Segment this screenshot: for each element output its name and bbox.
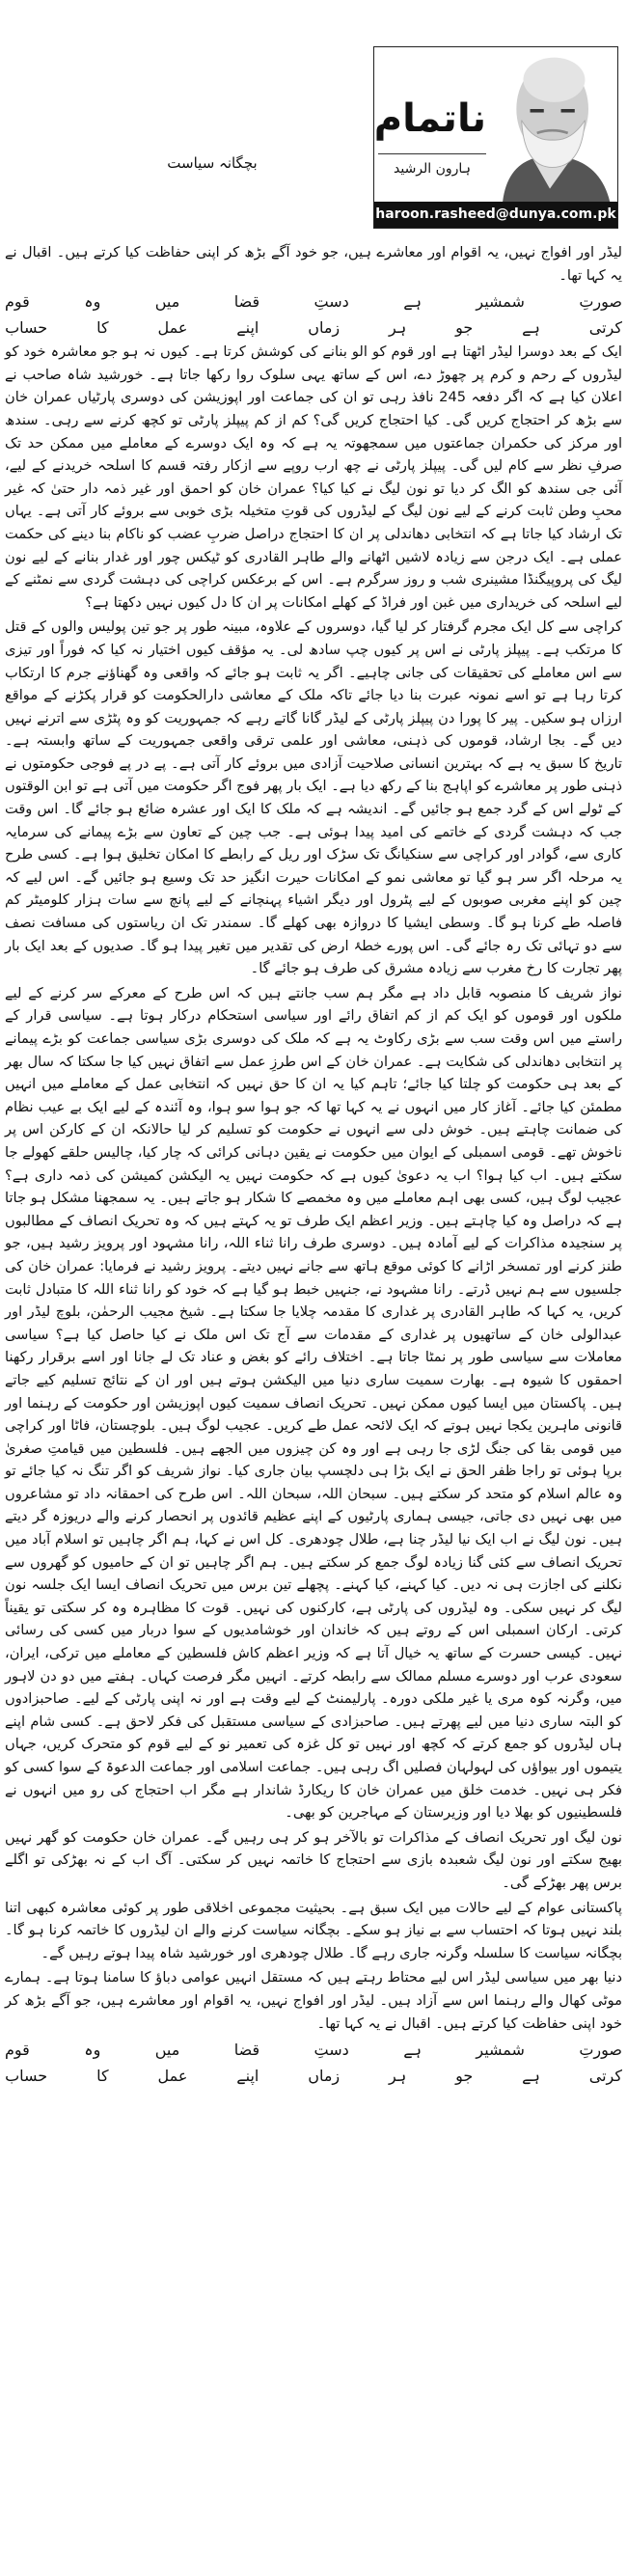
column-series-title: ناتمام [373, 96, 486, 141]
article-paragraph: نواز شریف کا منصوبہ قابل داد ہے مگر ہم سب جانتے ہیں کہ اس طرح کے معرکے سر کرنے کے لیے ملکوں اور قوموں کو ایک کم از کم اتفاق رائے اور سیاسی استحکام درکار ہوتا ہے۔ سیاسی قرار کے راستے میں اس وقت سب سے بڑی رکاوٹ یہ ہے کہ ملک کی دوسری بڑی سیاسی جماعت کو بڑے پیمانے پر انتخابی دھاندلی کی شکایت ہے۔ عمران خان کے اس طرزِ عمل سے اتفاق نہیں کیا جا سکتا کہ سال بھر کے بعد ہی حکومت کو چلتا کیا جائے؛ تاہم کیا یہ ان کا حق نہیں کہ انتخابی عمل کے معاملے میں انہیں مطمئن کیا جائے۔ آغاز کار میں انہوں نے یہ کہا تھا کہ جو ہوا سو ہوا، وہ آئندہ کے لیے ایک بے عیب نظام کی ضمانت چاہتے ہیں۔ خوش دلی سے انہوں نے حکومت کو تسلیم کر لیا حالانکہ ان کے کارکن اس پر ناخوش تھے۔ قومی اسمبلی کے ایوان میں حکومت نے یقین دہانی کرائی کہ چار کیا، چالیس حلقے کھولے جا سکتے ہیں۔ اب کیا ہوا؟ اب یہ دعویٰ کیوں ہے کہ حکومت نہیں یہ الیکشن کمیشن کی ذمہ داری ہے؟ عجیب لوگ ہیں، کسی بھی اہم معاملے میں وہ مخمصے کا شکار ہو جاتے ہیں۔ یہ سمجھنا مشکل ہو جاتا ہے کہ دراصل وہ کیا چاہتے ہیں۔ وزیر اعظم ایک طرف تو یہ کہتے ہیں کہ وہ تحریک انصاف کے مطالبوں پر سنجیدہ مذاکرات کے لیے آمادہ ہیں۔ دوسری طرف رانا ثناء اللہ، رانا مشہود اور پرویز رشید ہیں، جو طنز کرنے اور تمسخر اڑانے کا کوئی موقع ہاتھ سے جانے نہیں دیتے۔ پرویز رشید نے فرمایا: عمران خان کی جلسیوں سے ہم نہیں ڈرتے۔ رانا مشہود نے، جنہیں خبط ہو گیا ہے کہ خود کو رانا ثناء اللہ کا متبادل ثابت کریں، یہ کہا کہ طاہر القادری پر غداری کا مقدمہ چلایا جا سکتا ہے۔ شیخ مجیب الرحمٰن، بلوچ لیڈر اور عبدالولی خان کے ساتھیوں پر غداری کے مقدمات سے آج تک اس ملک نے کیا حاصل کیا ہے؟ سیاسی معاملات سے سیاسی طور پر نمٹا جاتا ہے۔ اختلاف رائے کو بغض و عناد تک لے جانا اور اسے برقرار رکھنا احمقوں کا شیوہ ہے۔ بھارت سمیت ساری دنیا میں الیکشن ہوتے ہیں اور ان کے نتائج تسلیم کیے جاتے ہیں۔ پاکستان میں ایسا کیوں ممکن نہیں۔ تحریک انصاف سمیت کیوں اپوزیشن اور حکومت کے رہنما اور قانونی ماہرین یکجا نہیں ہوتے کہ ایک لائحہ عمل طے کریں۔ عجیب لوگ ہیں۔ بلوچستان، فاٹا اور کراچی میں قومی بقا کی جنگ لڑی جا رہی ہے اور وہ کن چیزوں میں الجھے ہیں۔ فلسطین میں قیامتِ صغریٰ برپا ہوئی تو راجا ظفر الحق نے ایک بڑا ہی دلچسپ بیان جاری کیا۔ نواز شریف کو اگر تنگ نہ کیا جائے تو وہ عالم اسلام کو متحد کر سکتے ہیں۔ سبحان اللہ، سبحان اللہ۔ اس طرح کی احمقانہ داد تو مشاعروں میں بھی نہیں دی جاتی، جیسی ہماری پارٹیوں کے اپنے عظیم قائدوں پر انحصار کرنے والے دریوزہ گر دیتے ہیں۔ نون لیگ نے اب ایک نیا لیڈر چنا ہے، طلال چودھری۔ کل اس نے کہا، ہم اگر چاہیں تو اسلام آباد میں تحریک انصاف سے کئی گنا زیادہ لوگ جمع کر سکتے ہیں۔ ہم اگر چاہیں تو ان کے حامیوں کو گھروں سے نکلنے کی اجازت ہی نہ دیں۔ کیا کہنے، کیا کہنے۔ پچھلے تین برس میں تحریک انصاف ایسا ایک جلسہ نون لیگ کر نہیں سکی۔ وہ لیڈروں کی پارٹی ہے، کارکنوں کی نہیں۔ قوت کا مظاہرہ وہ کر سکتی تو یقیناً کرتی۔ ارکان اسمبلی اس کے روتے ہیں کہ خاندان اور خوشامدیوں کے سوا دربار میں کسی کی رسائی نہیں۔ کیسی حسرت کے ساتھ یہ خیال آتا ہے کہ وزیر اعظم کاش فلسطین کے معاملے میں ترکی، ایران، سعودی عرب اور دوسرے مسلم ممالک سے رابطہ کرتے۔ انہیں مگر فرصت کہاں۔ ہفتے میں دو دن لاہور میں، وگرنہ کوہ مری یا غیر ملکی دورہ۔ پارلیمنٹ کے لیے وقت ہے اور نہ اپنی پارٹی کے لیے۔ صاحبزادوں کو البتہ ساری دنیا میں لیے پھرتے ہیں۔ صاحبزادی کے سیاسی مستقبل کی فکر لاحق ہے۔ کسی شام اپنے ہاں لیڈروں کو جمع کرتے کہ کچھ اور نہیں تو کل غزہ کی تعمیر نو کے لیے قوم کو متحرک کریں، جہاں یتیموں اور بیواؤں کی لہولہان فصلیں اگ رہی ہیں۔ جماعت اسلامی اور جماعت الدعوۃ کے سوا کسی کو فکر ہی نہیں۔ خدمت خلق میں عمران خان کا ریکارڈ شاندار ہے مگر اب احتجاج کی رو میں انہوں نے فلسطینیوں کو بھلا دیا اور وزیرستان کے مہاجرین کو بھی۔ [5, 984, 622, 1822]
verse-word: جو [455, 2067, 474, 2086]
verse-word: وہ [84, 292, 101, 312]
verse-word: دستِ [314, 292, 349, 312]
verse-word: حساب [5, 318, 48, 338]
article-intro: لیڈر اور افواج نہیں، یہ اقوام اور معاشرے ہیں، جو خود آگے بڑھ کر اپنی حفاظت کیا کرتے ہیں۔ اقبال نے یہ کہا تھا۔ [5, 244, 622, 284]
masthead-divider [378, 153, 486, 154]
author-email[interactable]: haroon.rasheed@dunya.com.pk [374, 202, 617, 228]
article-paragraph: پاکستانی عوام کے لیے حالات میں ایک سبق ہے۔ بحیثیت مجموعی اخلاقی طور پر کوئی معاشرہ کبھی اتنا بلند نہیں ہوتا کہ احتساب سے بے نیاز ہو سکے۔ بچگانہ سیاست کرنے والے ان لیڈروں کا خاتمہ کرنا ہو گا۔ بچگانہ سیاست کا سلسلہ وگرنہ جاری رہے گا۔ طلال چودھری اور خورشید شاہ پیدا ہوتے رہیں گے۔ [5, 1899, 622, 1961]
verse-word: قوم [5, 2041, 30, 2060]
verse-word: کا [96, 2067, 109, 2086]
author-portrait [482, 47, 617, 202]
verse-word: وہ [84, 2041, 101, 2060]
article-paragraph: کراچی سے کل ایک مجرم گرفتار کر لیا گیا، دوسروں کے علاوہ، مبینہ طور پر جو تین پولیس والوں کے قتل کا مرتکب ہے۔ پیپلز پارٹی نے اس پر کیوں چپ سادھ لی۔ یہ مؤقف کیوں اختیار نہ کیا کہ فوراً اور تیزی سے اس معاملے کی تحقیقات کی جانی چاہیے۔ اگر یہ ثابت ہو جائے کہ واقعی وہ گھناؤنے جرم کا ارتکاب کرتا رہا ہے تو اسے نمونہ عبرت بنا دیا جائے تاکہ ملک کے معاشی دارالحکومت کو قرار پکڑنے کے مواقع ارزاں ہو سکیں۔ پیر کا پورا دن پیپلز پارٹی کے لیڈر گانا گاتے رہے کہ جمہوریت کو وہ پٹڑی سے اترنے نہیں دیں گے۔ بجا ارشاد، قوموں کی ذہنی، معاشی اور علمی ترقی واقعی جمہوریت کے ساتھ وابستہ ہے۔ تاریخ کا سبق یہ ہے کہ بہترین انسانی صلاحیت آزادی میں بروئے کار آتی ہے۔ پے در پے فوجی حکومتوں نے ذہنی طور پر معاشرے کو اپاہج بنا کے رکھ دیا ہے۔ ایک بار پھر فوج اگر حکومت میں آتی ہے تو ابن الوقتوں کے ٹولے اس کے گرد جمع ہو جائیں گے۔ اندیشہ ہے کہ ملک کا ایک اور عشرہ ضائع ہو جائے گا۔ اس وقت جب کہ دہشت گردی کے خاتمے کی امید پیدا ہوئی ہے۔ جب چین کے تعاون سے بڑے پیمانے کی سرمایہ کاری سے، گوادر اور کراچی سے سنکیانگ تک سڑک اور ریل کے رابطے کا امکان تخلیق ہوا ہے۔ کسی طرح یہ مرحلہ اگر سر ہو گیا تو معاشی نمو کے امکانات حیرت انگیز حد تک وسیع ہو جائیں گے۔ اس لیے کہ چین کو اپنے مغربی صوبوں کے لیے پٹرول اور دیگر اشیاء پہنچانے کے لیے پانچ سے سات ہزار کلومیٹر کم فاصلہ طے کرنا ہو گا۔ وسطی ایشیا کا دروازہ بھی کھلے گا۔ سمندر تک ان ریاستوں کی مسافت نصف سے دو تہائی تک رہ جائے گی۔ اس پورے خطۂ ارض کی تقدیر میں تغیر پیدا ہو گا۔ صدیوں کے بعد ایک بار پھر تجارت کا رخ مغرب سے زیادہ مشرق کی طرف ہو جائے گا۔ [5, 618, 622, 977]
verse-word: صورتِ [579, 2041, 622, 2060]
verse-word: قضا [233, 2041, 260, 2060]
verse-word: زماں [308, 2067, 341, 2086]
article-paragraph: دنیا بھر میں سیاسی لیڈر اس لیے محتاط رہتے ہیں کہ مستقل انہیں عوامی دباؤ کا سامنا ہوتا ہے۔ ہمارے موٹی کھال والے رہنما اس سے آزاد ہیں۔ لیڈر اور افواج نہیں، یہ اقوام اور معاشرے ہیں، جو آگے بڑھ کر خود اپنی حفاظت کیا کرتے ہیں۔ اقبال نے یہ کہا تھا۔ [5, 1969, 622, 2032]
verse-line-2 [5, 315, 622, 341]
verse-line-2 [5, 2063, 622, 2089]
verse-word: عمل [157, 2067, 188, 2086]
verse-word: ہر [389, 2067, 407, 2086]
author-name: ہارون الرشید [394, 161, 471, 177]
article-body [5, 241, 622, 2089]
verse-word: ہے [522, 2067, 540, 2086]
verse-word: زماں [308, 318, 341, 338]
article-paragraph: ایک کے بعد دوسرا لیڈر اٹھتا ہے اور قوم کو الو بنانے کی کوشش کرتا ہے۔ کیوں نہ ہو جو معاشرہ خود کو لیڈروں کے رحم و کرم پر چھوڑ دے، اس کے ساتھ یہی سلوک روا رکھا جاتا ہے۔ خورشید شاہ صاحب نے اعلان کیا ہے کہ اگر دفعہ 245 نافذ رہی تو ان کی جماعت اور اپوزیشن کی دوسری پارٹیاں عمران خان سے بڑھ کر احتجاج کریں گی۔ کیا احتجاج کریں گی؟ کم از کم پیپلز پارٹی تو کچھ کرنے سے رہی۔ سندھ اور مرکز کی حکمران جماعتوں میں سمجھوتہ یہ ہے کہ وہ ایک دوسرے کے معاملے میں ممکن حد تک صرفِ نظر سے کام لیں گی۔ پیپلز پارٹی نے چھ ارب روپے سے ازکار رفتہ قسم کا اسلحہ خریدنے کے لیے، آئی جی سندھ کو الگ کر دیا تو نون لیگ نے کیا کیا؟ عمران خان کو احمق اور غیر ذمہ دار حتیٰ کہ غیر محبِ وطن ثابت کرنے کے لیے نون لیگ کے لیڈروں کی قوتِ متخیلہ بڑی خوبی سے بروئے کار آتی ہے۔ یہاں تک ارشاد کیا جاتا ہے کہ انتخابی دھاندلی پر ان کا احتجاج دراصل ضربِ عضب کو ناکام بنا دینے کی حکمت عملی ہے۔ ایک درجن سے زیادہ لاشیں اٹھانے والے طاہر القادری کو ٹیکس چور اور غدار بنانے کے لیے نون لیگ کی پروپیگنڈا مشینری شب و روز سرگرم ہے۔ اس کے برعکس کراچی کی دہشت گردی سے نمٹنے کے لیے اسلحہ کی خریداری میں غبن اور فراڈ کے کھلے امکانات پر ان کا دل کیوں نہیں دکھتا ہے؟ [5, 343, 622, 611]
article-headline: بچگانہ سیاست [167, 154, 258, 172]
verse-word: کرتی [588, 318, 622, 338]
verse-word: ہے [403, 2041, 422, 2060]
verse-line-1 [5, 288, 622, 315]
verse-word: میں [154, 292, 180, 312]
verse-word: دستِ [314, 2041, 349, 2060]
verse-word: صورتِ [579, 292, 622, 312]
verse-word: قوم [5, 292, 30, 312]
verse-word: قضا [233, 292, 260, 312]
verse-word: جو [455, 318, 474, 338]
verse-word: میں [154, 2041, 180, 2060]
verse-word: کا [96, 318, 109, 338]
verse-block [5, 288, 622, 341]
verse-block-repeat [5, 2037, 622, 2089]
verse-word: عمل [157, 318, 188, 338]
verse-word: کرتی [588, 2067, 622, 2086]
article-paragraph: نون لیگ اور تحریک انصاف کے مذاکرات تو بالآخر ہو کر ہی رہیں گے۔ عمران خان حکومت کو گھر نہیں بھیج سکتے اور نون لیگ شعبدہ بازی سے احتجاج کا خاتمہ نہیں کر سکتی۔ آگ اب کے نہ بھڑکی تو اگلے برس پھر بھڑکے گی۔ [5, 1828, 622, 1891]
verse-word: شمشیر [476, 2041, 525, 2060]
verse-word: ہے [403, 292, 422, 312]
column-masthead [373, 46, 618, 229]
verse-word: ہر [389, 318, 407, 338]
verse-line-1 [5, 2037, 622, 2063]
verse-word: اپنے [236, 318, 259, 338]
verse-word: حساب [5, 2067, 48, 2086]
verse-word: اپنے [236, 2067, 259, 2086]
verse-word: ہے [522, 318, 540, 338]
verse-word: شمشیر [476, 292, 525, 312]
